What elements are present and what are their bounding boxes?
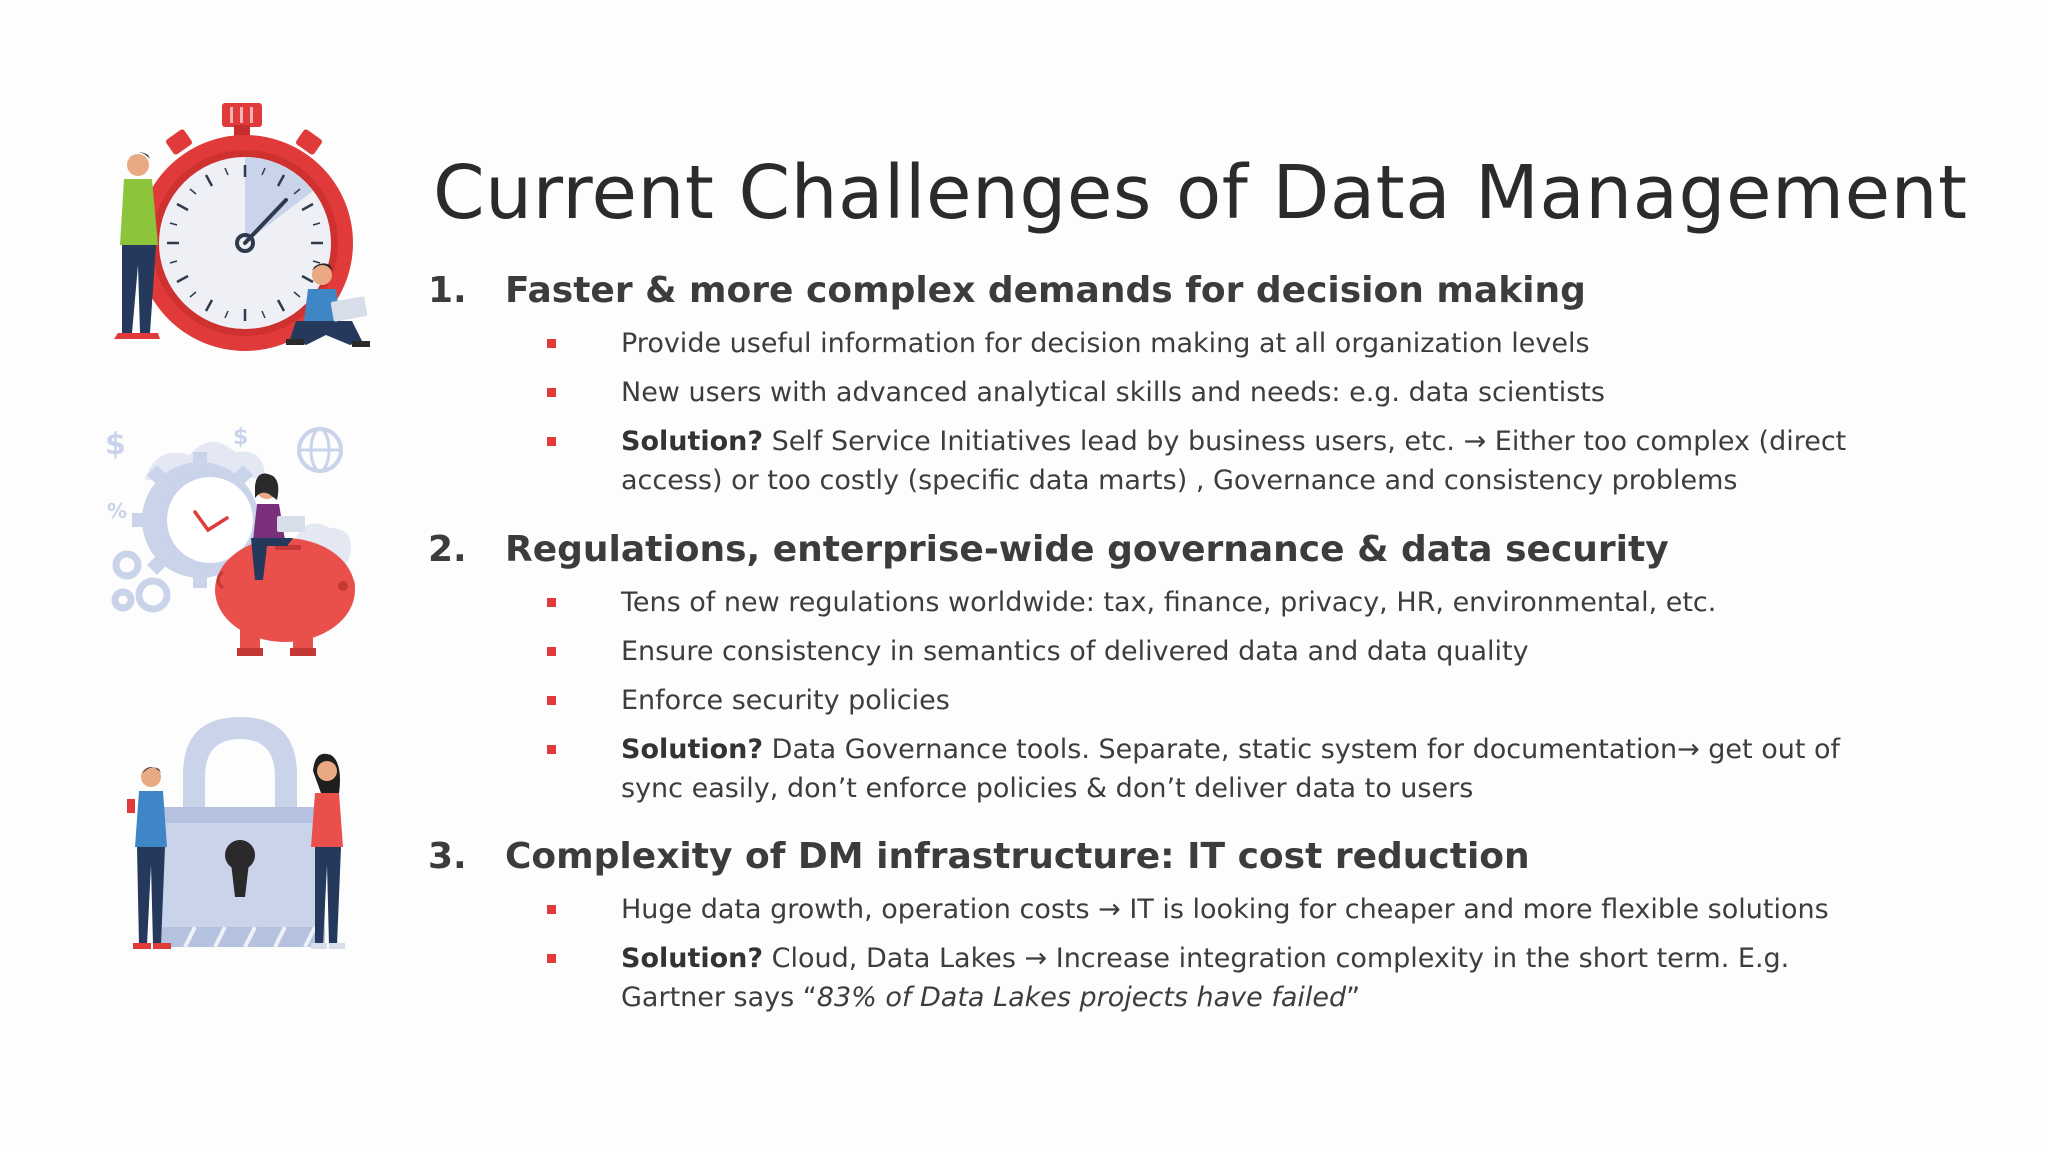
padlock-icon: [125, 715, 355, 955]
slide-title: Current Challenges of Data Management: [433, 150, 1968, 236]
bullet-square-icon: [547, 745, 556, 754]
section-heading-text: Regulations, enterprise-wide governance & data security: [505, 529, 1669, 570]
bullet-text: Self Service Initiatives lead by business users, etc. → Either too complex (direct access) or too costly (specific data marts) , Governance and consistency problems: [621, 426, 1847, 496]
bullet-text: Huge data growth, operation costs → IT is looking for cheaper and more flexible solutions: [621, 894, 1829, 925]
section-heading: [428, 834, 1868, 880]
bullet-text: Provide useful information for decision making at all organization levels: [621, 328, 1590, 359]
bullet-item: [428, 890, 1868, 929]
bullet-text: Data Governance tools. Separate, static system for documentation→ get out of sync easily, don’t enforce policies & don’t deliver data to users: [621, 734, 1841, 804]
bullet-item: [428, 324, 1868, 363]
bullet-lead: Solution?: [621, 943, 764, 974]
section-number: 2.: [428, 529, 467, 570]
stopwatch-icon: [100, 95, 390, 365]
bullet-square-icon: [547, 598, 556, 607]
bullet-text: Cloud, Data Lakes → Increase integration complexity in the short term. E.g. Gartner says “: [621, 943, 1790, 1013]
svg-text:%: %: [107, 499, 128, 523]
section-heading-text: Complexity of DM infrastructure: IT cost reduction: [505, 836, 1530, 877]
section-1: [428, 268, 1868, 500]
section-number: 1.: [428, 270, 467, 311]
section-heading: [428, 527, 1868, 573]
bullet-item: [428, 583, 1868, 622]
bullet-text: Tens of new regulations worldwide: tax, finance, privacy, HR, environmental, etc.: [621, 587, 1717, 618]
section-heading: [428, 268, 1868, 314]
section-3: [428, 834, 1868, 1017]
bullet-list: [428, 583, 1868, 808]
bullet-item: [428, 422, 1868, 500]
bullet-quote: 83% of Data Lakes projects have failed: [816, 982, 1347, 1013]
bullet-item: [428, 373, 1868, 412]
section-2: [428, 527, 1868, 808]
bullet-item: [428, 632, 1868, 671]
bullet-text: Ensure consistency in semantics of delivered data and data quality: [621, 636, 1529, 667]
bullet-item: [428, 939, 1868, 1017]
bullet-square-icon: [547, 954, 556, 963]
section-heading-text: Faster & more complex demands for decision making: [505, 270, 1586, 311]
bullet-tail: ”: [1346, 982, 1361, 1013]
bullet-list: [428, 890, 1868, 1017]
bullet-item: [428, 730, 1868, 808]
bullet-lead: Solution?: [621, 734, 764, 765]
bullet-lead: Solution?: [621, 426, 764, 457]
bullet-square-icon: [547, 339, 556, 348]
svg-text:$: $: [105, 427, 126, 462]
bullet-item: [428, 681, 1868, 720]
bullet-square-icon: [547, 437, 556, 446]
bullet-square-icon: [547, 647, 556, 656]
bullet-text: New users with advanced analytical skills and needs: e.g. data scientists: [621, 377, 1605, 408]
piggy-bank-icon: [105, 420, 365, 660]
svg-text:$: $: [233, 425, 249, 450]
section-number: 3.: [428, 836, 467, 877]
bullet-list: [428, 324, 1868, 500]
bullet-square-icon: [547, 696, 556, 705]
bullet-square-icon: [547, 905, 556, 914]
bullet-text: Enforce security policies: [621, 685, 950, 716]
bullet-square-icon: [547, 388, 556, 397]
